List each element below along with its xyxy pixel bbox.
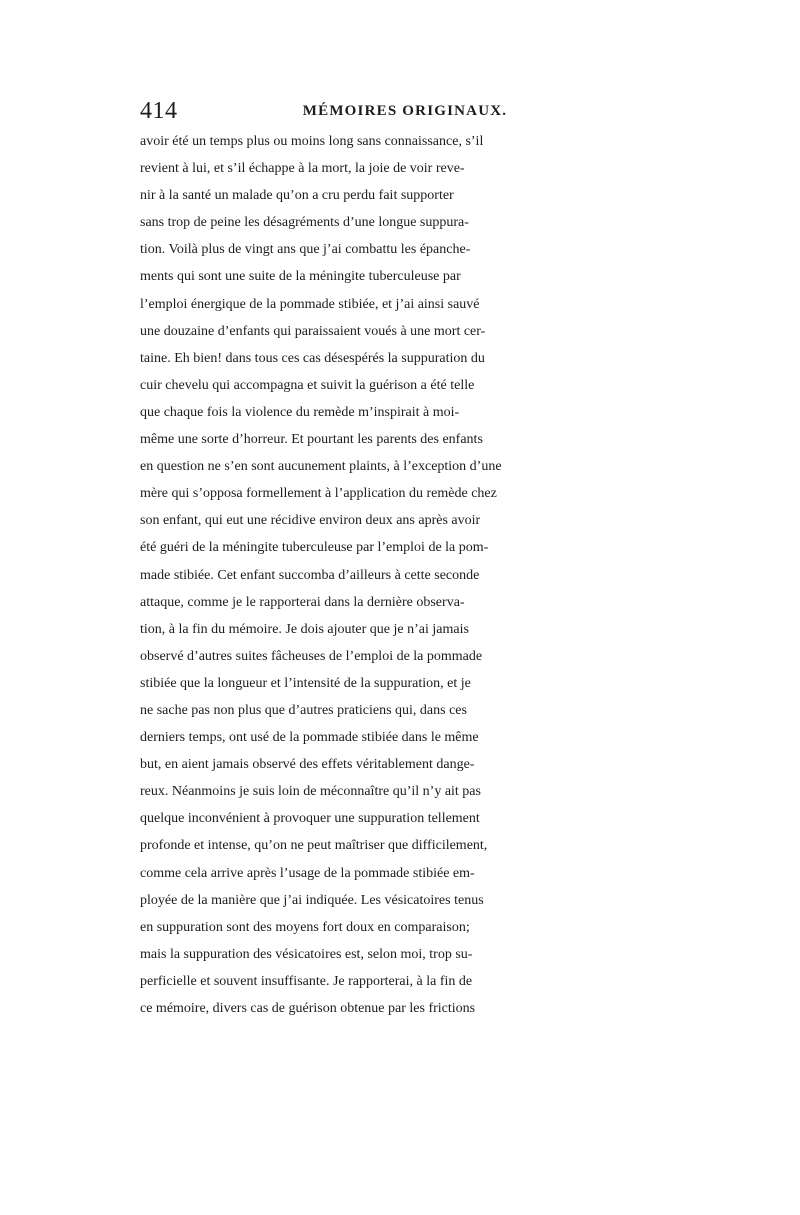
text-line: derniers temps, ont usé de la pommade stibiée dans le même — [140, 730, 479, 746]
running-title: MÉMOIRES ORIGINAUX. — [302, 103, 508, 119]
text-line: son enfant, qui eut une récidive environ deux ans après avoir — [140, 513, 481, 529]
text-line: mère qui s’opposa formellement à l’application du remède chez — [140, 486, 497, 502]
text-line: ne sache pas non plus que d’autres praticiens qui, dans ces — [140, 702, 467, 718]
text-line: en suppuration sont des moyens fort doux en comparaison; — [140, 919, 470, 935]
text-line: même une sorte d’horreur. Et pourtant les parents des enfants — [140, 432, 483, 448]
text-line: ments qui sont une suite de la méningite tuberculeuse par — [140, 269, 461, 285]
text-line: nir à la santé un malade qu’on a cru perdu fait supporter — [140, 188, 454, 204]
text-line: attaque, comme je le rapporterai dans la dernière observa- — [140, 594, 465, 610]
text-line: ployée de la manière que j’ai indiquée. Les vésicatoires tenus — [140, 892, 484, 908]
text-line: ce mémoire, divers cas de guérison obtenue par les frictions — [140, 1001, 476, 1016]
text-line: stibiée que la longueur et l’intensité de la suppuration, et je — [140, 675, 471, 691]
text-line: que chaque fois la violence du remède m’inspirait à moi- — [140, 404, 460, 420]
text-line: l’emploi énergique de la pommade stibiée, et j’ai ainsi sauvé — [140, 296, 480, 312]
text-line: cuir chevelu qui accompagna et suivit la guérison a été telle — [140, 377, 475, 393]
text-line: avoir été un temps plus ou moins long sans connaissance, s’il — [140, 134, 484, 149]
text-line: mais la suppuration des vésicatoires est, selon moi, trop su- — [140, 946, 473, 962]
text-line: observé d’autres suites fâcheuses de l’emploi de la pommade — [140, 648, 483, 664]
text-line: perficielle et souvent insuffisante. Je rapporterai, à la fin de — [140, 973, 473, 989]
text-line: profonde et intense, qu’on ne peut maîtriser que difficilement, — [140, 838, 488, 854]
text-line: revient à lui, et s’il échappe à la mort, la joie de voir reve- — [140, 161, 465, 177]
text-line: comme cela arrive après l’usage de la pommade stibiée em- — [140, 865, 475, 881]
text-line: quelque inconvénient à provoquer une suppuration tellement — [140, 811, 480, 827]
text-line: tion. Voilà plus de vingt ans que j’ai combattu les épanche- — [140, 242, 471, 258]
text-line: sans trop de peine les désagréments d’une longue suppura- — [140, 215, 469, 231]
running-head — [140, 96, 670, 126]
text-line: été guéri de la méningite tuberculeuse par l’emploi de la pom- — [140, 540, 489, 556]
page-number: 414 — [140, 98, 178, 124]
text-line: tion, à la fin du mémoire. Je dois ajouter que je n’ai jamais — [140, 621, 469, 637]
text-line: une douzaine d’enfants qui paraissaient voués à une mort cer- — [140, 323, 486, 339]
text-line: taine. Eh bien! dans tous ces cas désespérés la suppuration du — [140, 350, 485, 366]
text-line: but, en aient jamais observé des effets véritablement dange- — [140, 757, 475, 773]
body-text — [140, 128, 670, 1022]
text-line: reux. Néanmoins je suis loin de méconnaître qu’il n’y ait pas — [140, 784, 481, 800]
text-line: made stibiée. Cet enfant succomba d’ailleurs à cette seconde — [140, 567, 480, 583]
text-line: en question ne s’en sont aucunement plaints, à l’exception d’une — [140, 459, 502, 475]
